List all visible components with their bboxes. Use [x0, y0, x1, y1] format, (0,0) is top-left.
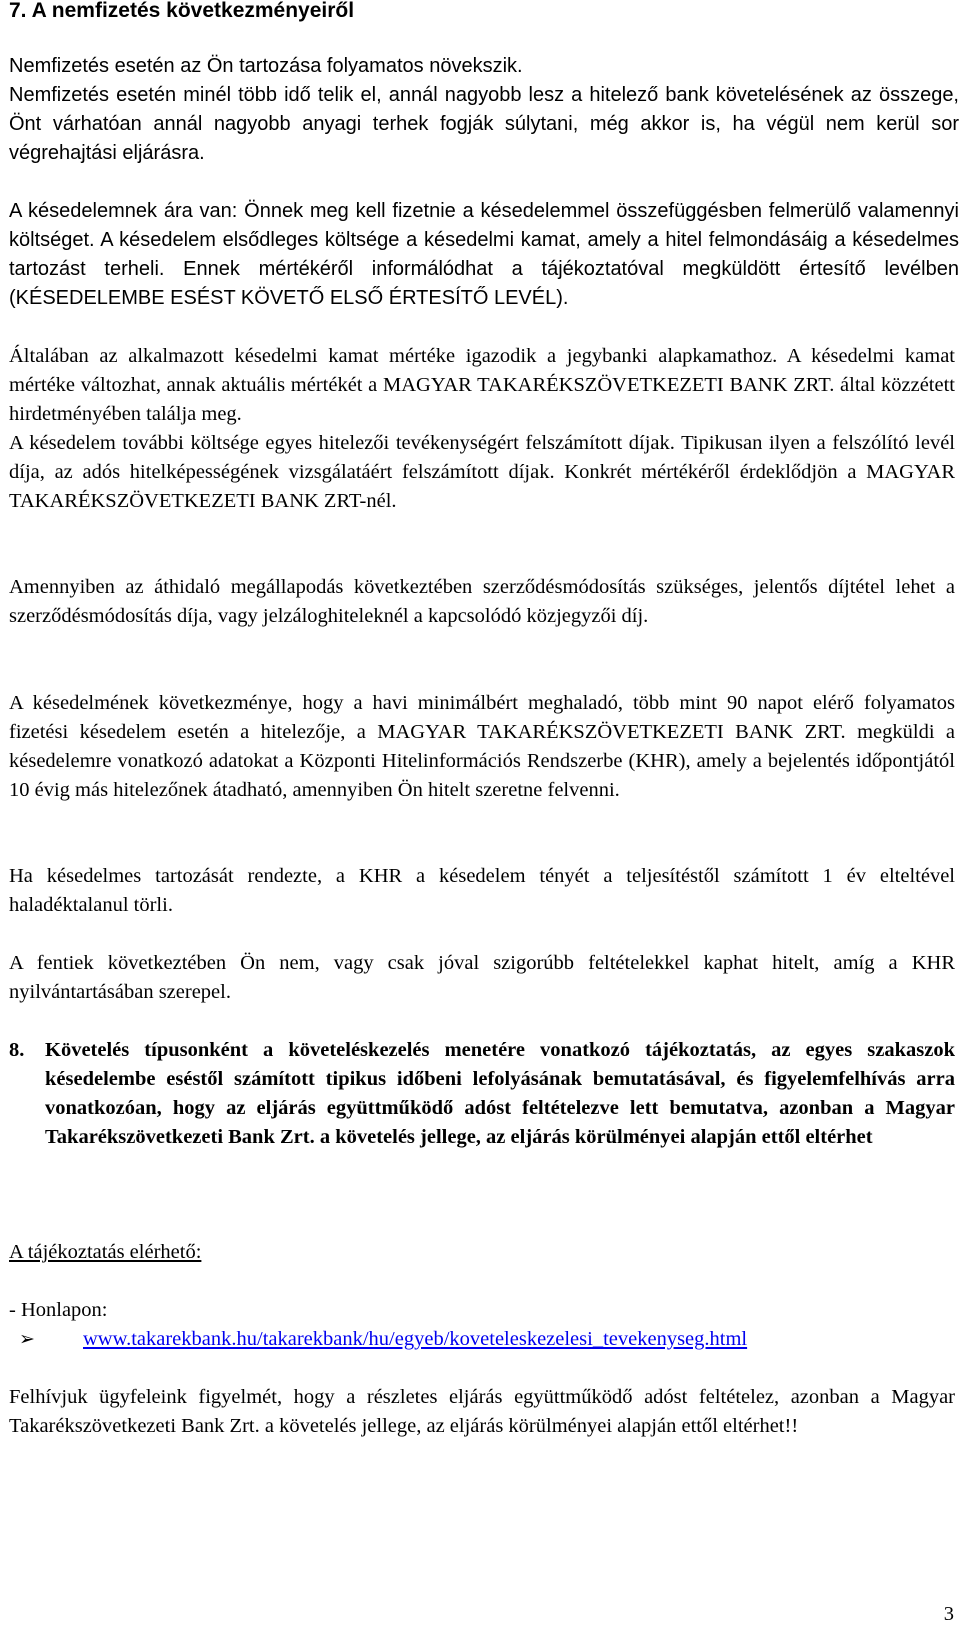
- section-7-paragraph-4: A késedelem további költsége egyes hitelezői tevékenységért felszámított díjak. Tipikusan ilyen a felszólító levél díja, az adós hitelképességének vizsgálatáért felszámított díjak. Konkrét mértékéről érdeklődjön a MAGYAR TAKARÉKSZÖVETKEZETI BANK ZRT-nél.: [9, 432, 955, 512]
- website-link[interactable]: www.takarekbank.hu/takarekbank/hu/egyeb/koveteleskezelesi_tevekenyseg.html: [83, 1328, 748, 1350]
- section-8-heading: [9, 1036, 955, 1152]
- section-8-heading-text: Követelés típusonként a követeléskezelés menetére vonatkozó tájékoztatás, az egyes szakaszok késedelembe eséstől számított tipikus időbeni lefolyásának bemutatásával, és figyelemfelhívás arra vonatkozóan, hogy az eljárás együttműködő adóst feltételezve lett bemutatva, azonban a Magyar Takarékszövetkezeti Bank Zrt. a követelés jellege, az eljárás körülményei alapján ettől eltérhet: [45, 1039, 955, 1148]
- link-list-item: [9, 1325, 960, 1354]
- section-8-number: 8.: [9, 1039, 25, 1061]
- section-7-paragraph-6: A késedelmének következménye, hogy a havi minimálbért meghaladó, több mint 90 napot elérő folyamatos fizetési késedelem esetén a hitelezője, a MAGYAR TAKARÉKSZÖVETKEZETI BANK ZRT. megküldi a késedelemre vonatkozó adatokat a Központi Hitelinformációs Rendszerbe (KHR), amely a bejelentés időpontjától 10 évig más hitelezőnek átadható, amennyiben Ön hitelt szeretne felvenni.: [9, 692, 955, 801]
- section-7-paragraph-1: [9, 52, 959, 168]
- section-7-paragraph-7: Ha késedelmes tartozását rendezte, a KHR a késedelem tényét a teljesítéstől számított 1 év elteltével haladéktalanul törli.: [9, 865, 955, 916]
- website-label: - Honlapon:: [9, 1299, 108, 1321]
- paragraph-1-first-line: Nemfizetés esetén az Ön tartozása folyamatos növekszik.: [9, 55, 523, 77]
- page-number: 3: [943, 1603, 954, 1625]
- section-7-heading: 7. A nemfizetés következményeiről: [9, 0, 355, 22]
- notice-paragraph: Felhívjuk ügyfeleink figyelmét, hogy a részletes eljárás együttműködő adóst feltételez, azonban a Magyar Takarékszövetkezeti Bank Zrt. a követelés jellege, az eljárás körülményei alapján ettől eltérhet!!: [9, 1386, 955, 1437]
- section-7-paragraph-5: Amennyiben az áthidaló megállapodás következtében szerződésmódosítás szükséges, jelentős díjtétel lehet a szerződésmódosítás díja, vagy jelzáloghiteleknél a kapcsolódó közjegyzői díj.: [9, 576, 955, 627]
- section-7-paragraph-8: A fentiek következtében Ön nem, vagy csak jóval szigorúbb feltételekkel kaphat hitelt, amíg a KHR nyilvántartásában szerepel.: [9, 952, 955, 1003]
- section-7-paragraph-2: A késedelemnek ára van: Önnek meg kell fizetnie a késedelemmel összefüggésben felmerülő valamennyi költséget. A késedelem elsődleges költsége a késedelmi kamat, amely a hitel felmondásáig a késedelmes tartozást terheli. Ennek mértékéről informálódhat a tájékoztatóval megküldött értesítő levélben (KÉSEDELEMBE ESÉST KÖVETŐ ELSŐ ÉRTESÍTŐ LEVÉL).: [9, 200, 959, 309]
- paragraph-1-rest: Nemfizetés esetén minél több idő telik el, annál nagyobb lesz a hitelező bank követelésének az összege, Önt várhatóan annál nagyobb anyagi terhek fogják súlytani, még akkor is, ha végül nem kerül sor végrehajtási eljárásra.: [9, 84, 959, 164]
- section-7-paragraph-3: Általában az alkalmazott késedelmi kamat mértéke igazodik a jegybanki alapkamathoz. A késedelmi kamat mértéke változhat, annak aktuális mértékét a MAGYAR TAKARÉKSZÖVETKEZETI BANK ZRT. által közzétett hirdetményében találja meg.: [9, 345, 955, 425]
- arrow-bullet-icon: ➢: [19, 1329, 35, 1350]
- info-available-label: A tájékoztatás elérhető:: [9, 1241, 202, 1263]
